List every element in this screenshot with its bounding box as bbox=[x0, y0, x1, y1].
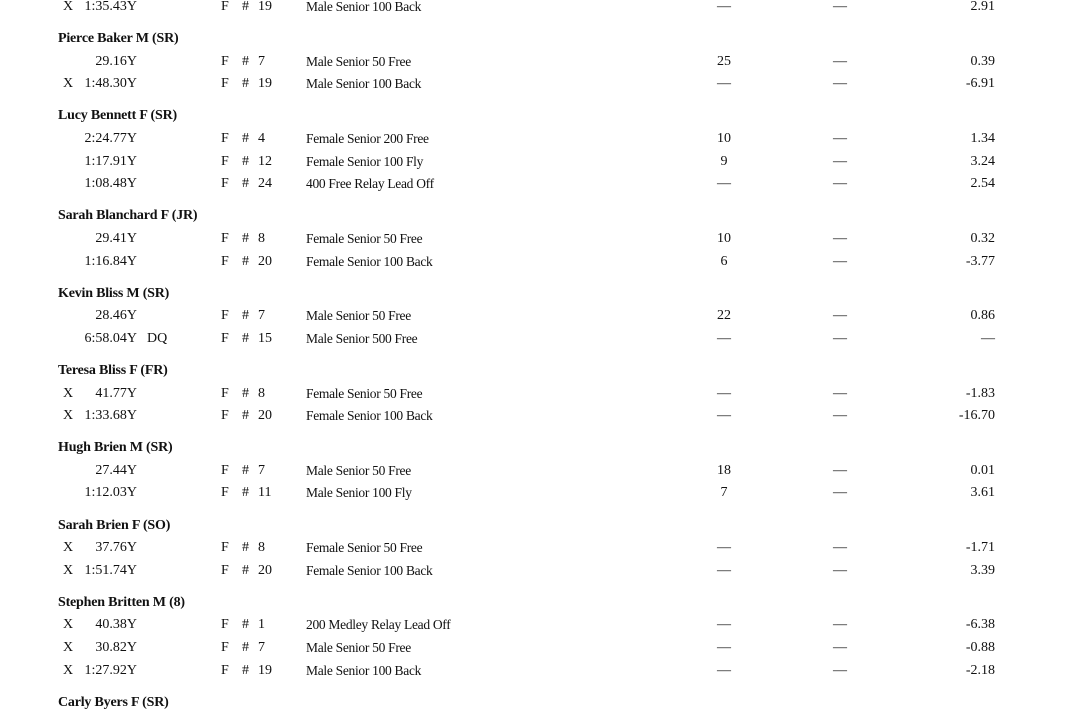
event-number: 20 bbox=[258, 562, 272, 578]
swimmer-name: Sarah Blanchard F (JR) bbox=[58, 208, 198, 224]
points: — bbox=[717, 562, 731, 578]
time-difference: 0.39 bbox=[970, 53, 995, 69]
event-name: Male Senior 50 Free bbox=[306, 53, 411, 69]
time-difference: -2.18 bbox=[965, 662, 995, 678]
result-row bbox=[0, 561, 1080, 581]
result-row bbox=[0, 638, 1080, 658]
secondary-column: — bbox=[833, 308, 847, 324]
event-number: 20 bbox=[258, 253, 272, 269]
points: 10 bbox=[717, 230, 731, 246]
secondary-column: — bbox=[833, 230, 847, 246]
dq-flag: DQ bbox=[147, 330, 168, 346]
event-number: 7 bbox=[258, 53, 265, 69]
time-difference: -0.88 bbox=[965, 640, 995, 655]
event-hash: # bbox=[242, 385, 249, 401]
result-row bbox=[0, 329, 1080, 349]
swim-time: 29.16Y bbox=[95, 53, 137, 69]
heat-type: F bbox=[221, 308, 229, 324]
event-number: 8 bbox=[258, 385, 265, 401]
exhibition-mark: X bbox=[63, 640, 74, 655]
points: 9 bbox=[720, 153, 728, 169]
swimmer-header bbox=[0, 106, 1080, 126]
swim-time: 41.77Y bbox=[95, 385, 137, 401]
event-name: Female Senior 50 Free bbox=[306, 385, 423, 401]
secondary-column: — bbox=[833, 76, 847, 92]
swim-time: 1:08.48Y bbox=[84, 176, 137, 192]
result-row bbox=[0, 0, 1080, 17]
swimmer-header bbox=[0, 206, 1080, 226]
heat-type: F bbox=[221, 617, 229, 633]
swim-time: 37.76Y bbox=[95, 540, 137, 556]
result-row bbox=[0, 384, 1080, 404]
event-number: 15 bbox=[258, 330, 272, 346]
event-name: 200 Medley Relay Lead Off bbox=[306, 617, 451, 633]
event-hash: # bbox=[242, 230, 249, 246]
heat-type: F bbox=[221, 408, 229, 424]
swimmer-header bbox=[0, 516, 1080, 536]
event-hash: # bbox=[242, 53, 249, 69]
exhibition-mark: X bbox=[63, 562, 74, 578]
secondary-column: — bbox=[833, 408, 847, 424]
event-hash: # bbox=[242, 617, 249, 633]
time-difference: — bbox=[981, 330, 995, 346]
time-difference: 3.61 bbox=[970, 485, 995, 501]
heat-type: F bbox=[221, 562, 229, 578]
event-name: Male Senior 50 Free bbox=[306, 640, 411, 655]
event-number: 7 bbox=[258, 640, 265, 655]
event-number: 19 bbox=[258, 662, 272, 678]
time-difference: -6.38 bbox=[965, 617, 995, 633]
event-number: 19 bbox=[258, 76, 272, 92]
result-row bbox=[0, 615, 1080, 635]
heat-type: F bbox=[221, 76, 229, 92]
secondary-column: — bbox=[833, 540, 847, 556]
event-name: Male Senior 100 Back bbox=[306, 76, 422, 92]
event-hash: # bbox=[242, 408, 249, 424]
secondary-column: — bbox=[833, 176, 847, 192]
heat-type: F bbox=[221, 0, 229, 14]
swimmer-name: Stephen Britten M (8) bbox=[58, 594, 185, 610]
heat-type: F bbox=[221, 385, 229, 401]
event-name: Female Senior 100 Fly bbox=[306, 153, 424, 169]
swim-time: 2:24.77Y bbox=[84, 131, 137, 146]
result-row bbox=[0, 306, 1080, 326]
swim-time: 1:17.91Y bbox=[84, 153, 137, 169]
points: 6 bbox=[720, 253, 728, 269]
swim-time: 1:51.74Y bbox=[84, 562, 137, 578]
secondary-column: — bbox=[833, 662, 847, 678]
time-difference: 2.91 bbox=[970, 0, 995, 14]
points: — bbox=[717, 662, 731, 678]
event-hash: # bbox=[242, 253, 249, 269]
points: 22 bbox=[717, 308, 731, 324]
exhibition-mark: X bbox=[63, 662, 74, 678]
secondary-column: — bbox=[833, 640, 847, 655]
time-difference: 0.01 bbox=[970, 462, 995, 478]
heat-type: F bbox=[221, 540, 229, 556]
points: — bbox=[717, 385, 731, 401]
swimmer-header bbox=[0, 361, 1080, 381]
secondary-column: — bbox=[833, 562, 847, 578]
time-difference: -16.70 bbox=[958, 408, 995, 424]
swimmer-header bbox=[0, 693, 1080, 713]
secondary-column: — bbox=[833, 385, 847, 401]
result-row bbox=[0, 174, 1080, 194]
event-hash: # bbox=[242, 0, 249, 14]
result-row bbox=[0, 406, 1080, 426]
swim-time: 6:58.04Y bbox=[84, 330, 137, 346]
time-difference: -1.83 bbox=[965, 385, 995, 401]
event-hash: # bbox=[242, 540, 249, 556]
event-number: 7 bbox=[258, 462, 265, 478]
points: — bbox=[717, 176, 731, 192]
exhibition-mark: X bbox=[63, 617, 74, 633]
swim-time: 30.82Y bbox=[95, 640, 137, 655]
points: 7 bbox=[720, 485, 728, 501]
event-number: 8 bbox=[258, 540, 265, 556]
exhibition-mark: X bbox=[63, 385, 74, 401]
time-difference: -6.91 bbox=[965, 76, 995, 92]
time-difference: -1.71 bbox=[965, 540, 995, 556]
time-difference: 3.24 bbox=[970, 153, 995, 169]
swim-time: 1:12.03Y bbox=[84, 485, 137, 501]
swimmer-name: Teresa Bliss F (FR) bbox=[58, 362, 168, 378]
heat-type: F bbox=[221, 176, 229, 192]
secondary-column: — bbox=[833, 131, 847, 146]
result-row bbox=[0, 538, 1080, 558]
points: — bbox=[717, 408, 731, 424]
event-hash: # bbox=[242, 76, 249, 92]
result-row bbox=[0, 229, 1080, 249]
swim-time: 29.41Y bbox=[95, 230, 137, 246]
swim-time: 1:16.84Y bbox=[84, 253, 137, 269]
exhibition-mark: X bbox=[63, 0, 74, 14]
event-hash: # bbox=[242, 462, 249, 478]
event-name: Female Senior 100 Back bbox=[306, 253, 433, 269]
exhibition-mark: X bbox=[63, 540, 74, 556]
result-row bbox=[0, 52, 1080, 72]
swimmer-name: Kevin Bliss M (SR) bbox=[58, 285, 170, 301]
secondary-column: — bbox=[833, 153, 847, 169]
result-row bbox=[0, 74, 1080, 94]
points: — bbox=[717, 640, 731, 655]
event-name: Female Senior 100 Back bbox=[306, 562, 433, 578]
swim-time: 1:48.30Y bbox=[84, 76, 137, 92]
swimmer-header bbox=[0, 438, 1080, 458]
points: 10 bbox=[717, 131, 731, 146]
swim-time: 1:33.68Y bbox=[84, 408, 137, 424]
result-row bbox=[0, 129, 1080, 149]
points: 25 bbox=[717, 53, 731, 69]
event-hash: # bbox=[242, 153, 249, 169]
points: — bbox=[717, 330, 731, 346]
secondary-column: — bbox=[833, 617, 847, 633]
swim-time: 28.46Y bbox=[95, 308, 137, 324]
result-row bbox=[0, 252, 1080, 272]
result-row bbox=[0, 483, 1080, 503]
event-hash: # bbox=[242, 640, 249, 655]
event-name: Male Senior 100 Back bbox=[306, 662, 422, 678]
event-name: Male Senior 100 Fly bbox=[306, 485, 412, 501]
time-difference: 0.32 bbox=[970, 230, 995, 246]
event-number: 4 bbox=[258, 131, 265, 146]
secondary-column: — bbox=[833, 485, 847, 501]
heat-type: F bbox=[221, 330, 229, 346]
swimmer-name: Hugh Brien M (SR) bbox=[58, 440, 173, 456]
heat-type: F bbox=[221, 485, 229, 501]
event-number: 24 bbox=[258, 176, 272, 192]
result-row bbox=[0, 661, 1080, 681]
event-hash: # bbox=[242, 176, 249, 192]
heat-type: F bbox=[221, 53, 229, 69]
points: — bbox=[717, 540, 731, 556]
time-difference: 3.39 bbox=[970, 562, 995, 578]
event-hash: # bbox=[242, 131, 249, 146]
heat-type: F bbox=[221, 640, 229, 655]
result-row bbox=[0, 461, 1080, 481]
event-name: Female Senior 50 Free bbox=[306, 230, 423, 246]
swimmer-name: Sarah Brien F (SO) bbox=[58, 517, 171, 533]
event-number: 20 bbox=[258, 408, 272, 424]
event-number: 11 bbox=[258, 485, 272, 501]
heat-type: F bbox=[221, 662, 229, 678]
event-hash: # bbox=[242, 330, 249, 346]
time-difference: 0.86 bbox=[970, 308, 995, 324]
points: — bbox=[717, 617, 731, 633]
swimmer-header bbox=[0, 284, 1080, 304]
secondary-column: — bbox=[833, 462, 847, 478]
swimmer-header bbox=[0, 29, 1080, 49]
event-name: Female Senior 100 Back bbox=[306, 408, 433, 424]
heat-type: F bbox=[221, 462, 229, 478]
event-name: 400 Free Relay Lead Off bbox=[306, 176, 434, 192]
swimmer-name: Lucy Bennett F (SR) bbox=[58, 108, 177, 124]
time-difference: 2.54 bbox=[970, 176, 995, 192]
event-hash: # bbox=[242, 485, 249, 501]
event-name: Male Senior 50 Free bbox=[306, 462, 411, 478]
swim-time: 1:35.43Y bbox=[84, 0, 137, 14]
event-name: Male Senior 500 Free bbox=[306, 330, 418, 346]
secondary-column: — bbox=[833, 330, 847, 346]
event-hash: # bbox=[242, 308, 249, 324]
swim-time: 1:27.92Y bbox=[84, 662, 137, 678]
swim-time: 27.44Y bbox=[95, 462, 137, 478]
heat-type: F bbox=[221, 253, 229, 269]
event-name: Male Senior 100 Back bbox=[306, 0, 422, 14]
points: — bbox=[717, 76, 731, 92]
secondary-column: — bbox=[833, 253, 847, 269]
time-difference: -3.77 bbox=[965, 253, 995, 269]
event-hash: # bbox=[242, 562, 249, 578]
exhibition-mark: X bbox=[63, 408, 74, 424]
points: 18 bbox=[717, 462, 731, 478]
secondary-column: — bbox=[833, 0, 847, 14]
heat-type: F bbox=[221, 230, 229, 246]
event-number: 1 bbox=[258, 617, 265, 633]
exhibition-mark: X bbox=[63, 76, 74, 92]
swimmer-name: Pierce Baker M (SR) bbox=[58, 31, 179, 47]
event-name: Female Senior 50 Free bbox=[306, 540, 423, 556]
swimmer-name: Carly Byers F (SR) bbox=[58, 694, 169, 710]
event-number: 19 bbox=[258, 0, 272, 14]
points: — bbox=[717, 0, 731, 14]
heat-type: F bbox=[221, 153, 229, 169]
event-name: Female Senior 200 Free bbox=[306, 131, 429, 146]
secondary-column: — bbox=[833, 53, 847, 69]
event-hash: # bbox=[242, 662, 249, 678]
result-row bbox=[0, 152, 1080, 172]
swimmer-header bbox=[0, 593, 1080, 613]
event-number: 12 bbox=[258, 153, 272, 169]
event-number: 8 bbox=[258, 230, 265, 246]
event-number: 7 bbox=[258, 308, 265, 324]
heat-type: F bbox=[221, 131, 229, 146]
time-difference: 1.34 bbox=[970, 131, 995, 146]
event-name: Male Senior 50 Free bbox=[306, 308, 411, 324]
swim-time: 40.38Y bbox=[95, 617, 137, 633]
